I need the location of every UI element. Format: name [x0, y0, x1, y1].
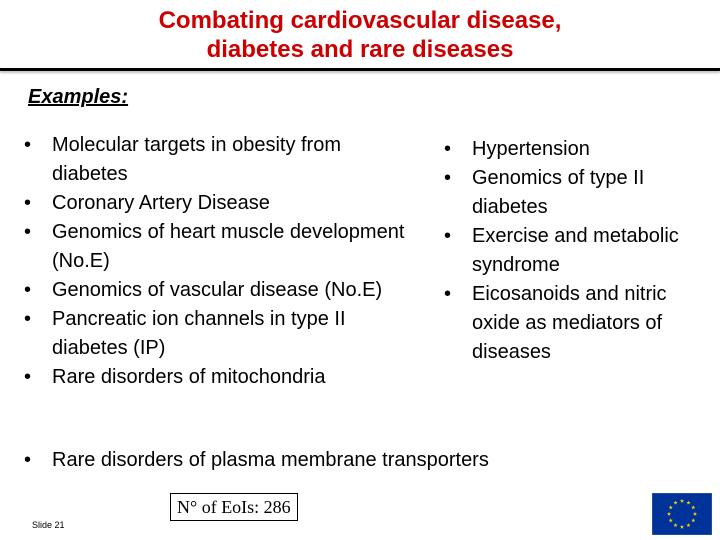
- eu-flag-icon: [652, 493, 712, 535]
- bullet-icon: •: [444, 167, 452, 189]
- list-item: [20, 363, 415, 392]
- list-item: [20, 276, 415, 305]
- bullet-icon: •: [444, 138, 452, 160]
- list-item-text: Eicosanoids and nitric oxide as mediators of diseases: [472, 283, 667, 363]
- list-item: [20, 305, 415, 363]
- left-bullet-list: [20, 131, 415, 392]
- bullet-icon: •: [24, 192, 32, 214]
- examples-label: Examples:: [28, 86, 129, 108]
- list-item-text: Pancreatic ion channels in type II diabetes (IP): [52, 308, 346, 359]
- bullet-icon: •: [24, 221, 32, 243]
- slide-number: Slide 21: [32, 520, 65, 530]
- bottom-bullet-list: [20, 446, 700, 475]
- list-item-text: Hypertension: [472, 138, 590, 160]
- list-item-text: Genomics of type II diabetes: [472, 167, 645, 218]
- list-item-text: Genomics of heart muscle development (No.E): [52, 221, 405, 272]
- bullet-icon: •: [24, 279, 32, 301]
- bullet-icon: •: [24, 366, 32, 388]
- list-item-text: Rare disorders of plasma membrane transporters: [52, 449, 489, 471]
- eoi-count-box: N° of EoIs: 286: [170, 493, 298, 521]
- slide-title-line-2: diabetes and rare diseases: [206, 36, 514, 63]
- bullet-icon: •: [24, 449, 32, 471]
- list-item: [20, 189, 415, 218]
- list-item-text: Exercise and metabolic syndrome: [472, 225, 679, 276]
- list-item: [20, 218, 415, 276]
- list-item: [440, 135, 710, 164]
- slide-title-line-1: Combating cardiovascular disease,: [158, 7, 562, 34]
- list-item-text: Rare disorders of mitochondria: [52, 366, 326, 388]
- list-item: [440, 222, 710, 280]
- list-item: [20, 446, 700, 475]
- list-item: [440, 280, 710, 367]
- title-divider: [0, 68, 720, 71]
- bullet-icon: •: [444, 283, 452, 305]
- list-item: [20, 131, 415, 189]
- right-bullet-list: [440, 135, 710, 367]
- list-item-text: Genomics of vascular disease (No.E): [52, 279, 383, 301]
- bullet-icon: •: [24, 134, 32, 156]
- bullet-icon: •: [24, 308, 32, 330]
- slide-title: [0, 6, 720, 64]
- list-item-text: Molecular targets in obesity from diabetes: [52, 134, 342, 185]
- list-item-text: Coronary Artery Disease: [52, 192, 270, 214]
- list-item: [440, 164, 710, 222]
- bullet-icon: •: [444, 225, 452, 247]
